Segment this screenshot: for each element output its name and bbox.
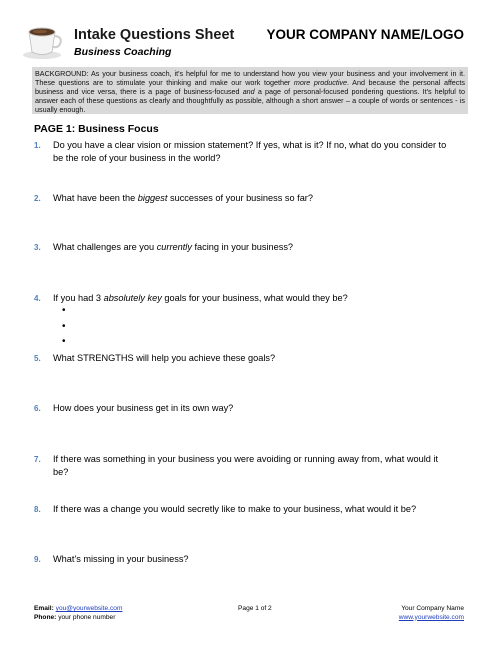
question-text: What STRENGTHS will help you achieve these goals?: [53, 353, 276, 363]
question-number: 6.: [34, 404, 41, 413]
page-number: Page 1 of 2: [238, 605, 272, 612]
question-text: What challenges are you currently facing in your business?: [53, 242, 294, 252]
question-number: 8.: [34, 505, 41, 514]
goals-bullet-list: [62, 305, 66, 352]
question-text: Do you have a clear vision or mission statement? If yes, what is it? If no, what do you consider to be the role of your business in the world?: [53, 140, 447, 163]
page-heading: PAGE 1: Business Focus: [34, 123, 159, 135]
bullet-point: •: [62, 320, 66, 332]
question-number: 2.: [34, 194, 41, 203]
question-number: 4.: [34, 294, 41, 303]
company-name-logo: YOUR COMPANY NAME/LOGO: [266, 27, 464, 42]
email-link[interactable]: you@yourwebsite.com: [55, 605, 123, 612]
email-label: Email:: [34, 605, 54, 612]
question-number: 9.: [34, 555, 41, 564]
document-subtitle: Business Coaching: [74, 46, 172, 58]
phone-value: your phone number: [58, 613, 116, 621]
question-number: 5.: [34, 354, 41, 363]
background-text-3: a page of personal-focused pondering questions. It's helpful to answer each of these questions as clearly and thoughtfully as possible, although a short answer – a couple of words or sentences - is usually enough.: [35, 87, 466, 115]
question-text: What have been the biggest successes of your business so far?: [53, 193, 313, 203]
footer-company-name: Your Company Name: [401, 605, 464, 612]
coffee-cup-icon: [22, 22, 66, 60]
question-number: 7.: [34, 455, 41, 464]
background-emphasis-2: and: [242, 87, 255, 97]
background-text-1: BACKGROUND: As your business coach, it's helpful for me to understand how you view your business and your involvement in it. These questions are to stimulate your thinking and make our work together: [35, 69, 465, 88]
bullet-point: •: [62, 336, 66, 347]
question-text: If there was a change you would secretly like to make to your business, what would it be?: [53, 504, 417, 514]
question-text: How does your business get in its own way?: [53, 403, 234, 413]
footer-company: [399, 605, 464, 622]
background-emphasis-1: more productive: [293, 78, 348, 88]
website-link[interactable]: www.yourwebsite.com: [398, 613, 464, 621]
footer-contact: [34, 605, 122, 622]
background-text-2: . And because the personal affects business and vice versa, there is a page of business-focused: [35, 78, 465, 97]
question-text: If you had 3 absolutely key goals for your business, what would they be?: [53, 293, 348, 303]
phone-label: Phone:: [34, 613, 57, 621]
page-header: [0, 0, 500, 66]
question-number: 3.: [34, 243, 41, 252]
bullet-point: •: [62, 305, 66, 316]
document-title: Intake Questions Sheet: [74, 27, 235, 43]
question-text: What's missing in your business?: [53, 554, 189, 564]
question-text: If there was something in your business you were avoiding or running away from, what would it be?: [53, 454, 439, 477]
question-number: 1.: [34, 141, 41, 150]
background-note: [32, 67, 468, 114]
